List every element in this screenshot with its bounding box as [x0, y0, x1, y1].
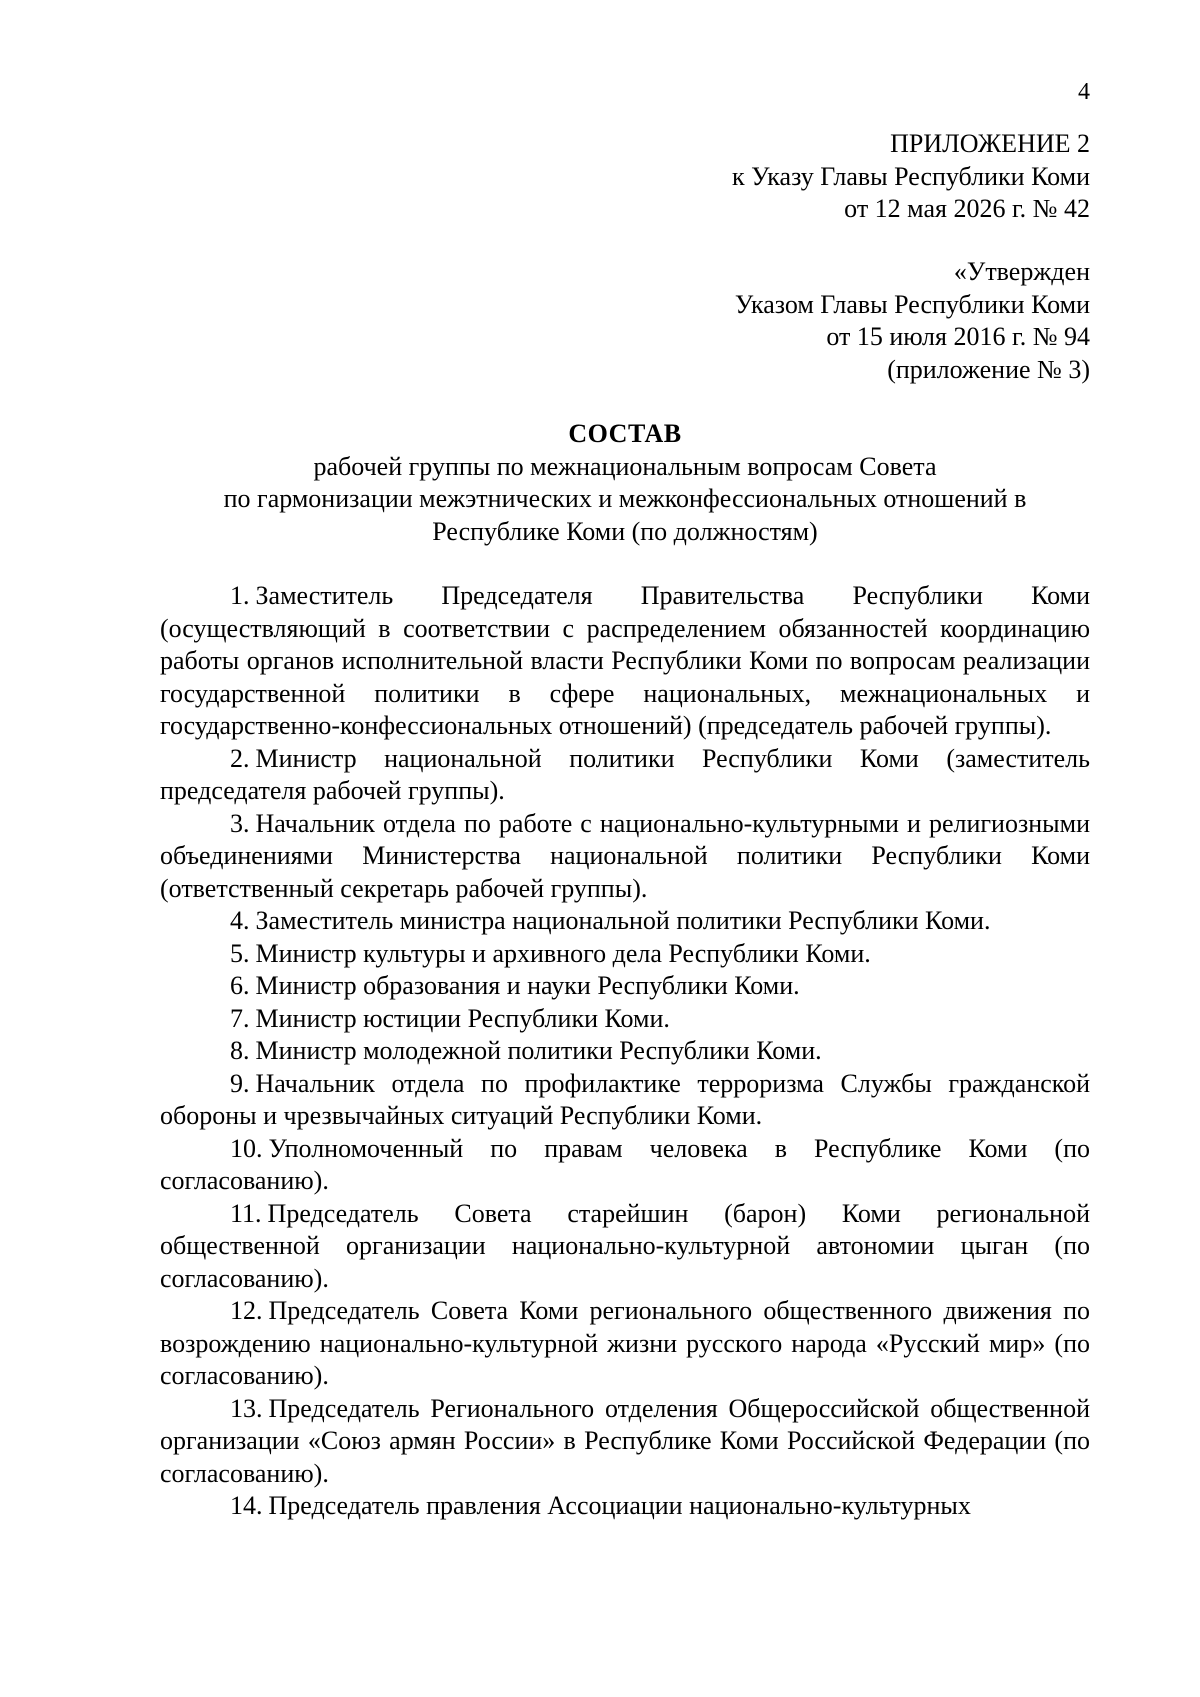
approval-line-appendix: (приложение № 3) [887, 354, 1090, 384]
list-item-number: 10. [230, 1133, 263, 1163]
list-item-text: Председатель Совета старейшин (барон) Коми региональной общественной организации национально-культурной автономии цыган (по согласованию). [160, 1198, 1090, 1293]
appendix-header [732, 128, 1090, 226]
list-item [160, 1035, 1090, 1068]
list-item-text: Министр культуры и архивного дела Республики Коми. [255, 938, 871, 968]
approval-stamp-text [735, 256, 1090, 386]
list-item-number: 5. [230, 938, 250, 968]
list-item [160, 808, 1090, 906]
list-item [160, 1198, 1090, 1296]
list-item-text: Председатель правления Ассоциации национально-культурных [268, 1491, 971, 1520]
list-item [160, 938, 1090, 971]
list-item-text: Начальник отдела по профилактике терроризма Службы гражданской обороны и чрезвычайных ситуаций Республики Коми. [160, 1068, 1090, 1130]
list-item-number: 3. [230, 808, 250, 838]
approval-line-date: от 15 июля 2016 г. № 94 [826, 322, 1090, 351]
list-item-number: 14. [230, 1491, 263, 1520]
list-item [160, 1490, 1090, 1523]
list-item [160, 1295, 1090, 1393]
appendix-title: ПРИЛОЖЕНИЕ 2 [890, 129, 1090, 158]
list-item [160, 905, 1090, 938]
list-item-text: Министр образования и науки Республики Коми. [255, 971, 800, 1000]
list-item [160, 970, 1090, 1003]
list-item-number: 11. [230, 1198, 262, 1228]
list-item [160, 1003, 1090, 1036]
members-list [160, 580, 1090, 1523]
list-item [160, 743, 1090, 808]
list-item-text: Председатель Совета Коми регионального общественного движения по возрождению национально-культурной жизни русского народа «Русский мир» (по согласованию). [160, 1296, 1090, 1390]
approval-line-decree: Указом Главы Республики Коми [734, 289, 1090, 319]
list-item-number: 13. [230, 1393, 263, 1423]
list-item [160, 1068, 1090, 1133]
list-item-number: 2. [230, 743, 250, 773]
list-item-number: 6. [230, 971, 250, 1000]
subtitle-line-1: рабочей группы по межнациональным вопросам Совета [313, 451, 937, 481]
list-item-text: Министр юстиции Республики Коми. [255, 1003, 670, 1033]
list-item [160, 1393, 1090, 1491]
list-item-text: Министр национальной политики Республики Коми (заместитель председателя рабочей группы). [160, 743, 1090, 805]
list-item-number: 8. [230, 1036, 250, 1065]
list-item-text: Заместитель Председателя Правительства Республики Коми (осуществляющий в соответствии с распределением обязанностей координацию работы органов исполнительной власти Республики Коми по вопросам реализации государственной политики в сфере национальных, межнациональных и государственно-конфессиональных отношений) (председатель рабочей группы). [160, 581, 1090, 740]
appendix-decree-date: от 12 мая 2026 г. № 42 [844, 194, 1090, 223]
list-item-number: 1. [230, 581, 250, 610]
list-item [160, 1133, 1090, 1198]
list-item-text: Министр молодежной политики Республики Коми. [255, 1036, 822, 1065]
list-item-text: Уполномоченный по правам человека в Республике Коми (по согласованию). [160, 1133, 1090, 1195]
subtitle-line-3: Республике Коми (по должностям) [432, 516, 818, 546]
list-item-number: 9. [230, 1068, 250, 1098]
document-subtitle [160, 451, 1090, 549]
page-number: 4 [1078, 79, 1090, 105]
document-title: СОСТАВ [568, 419, 682, 448]
appendix-decree-ref: к Указу Главы Республики Коми [732, 161, 1090, 191]
approval-line-approved: «Утвержден [953, 257, 1090, 286]
list-item-number: 7. [230, 1003, 250, 1033]
list-item-number: 12. [230, 1296, 263, 1325]
list-item-text: Председатель Регионального отделения Общероссийской общественной организации «Союз армян России» в Республике Коми Российской Федерации (по согласованию). [160, 1393, 1090, 1488]
list-item [160, 580, 1090, 743]
list-item-text: Начальник отдела по работе с национально-культурными и религиозными объединениями Министерства национальной политики Республики Коми (ответственный секретарь рабочей группы). [160, 808, 1090, 903]
list-item-number: 4. [230, 906, 250, 935]
subtitle-line-2: по гармонизации межэтнических и межконфессиональных отношений в [223, 484, 1027, 513]
list-item-text: Заместитель министра национальной политики Республики Коми. [255, 906, 991, 935]
document-heading [160, 418, 1090, 548]
